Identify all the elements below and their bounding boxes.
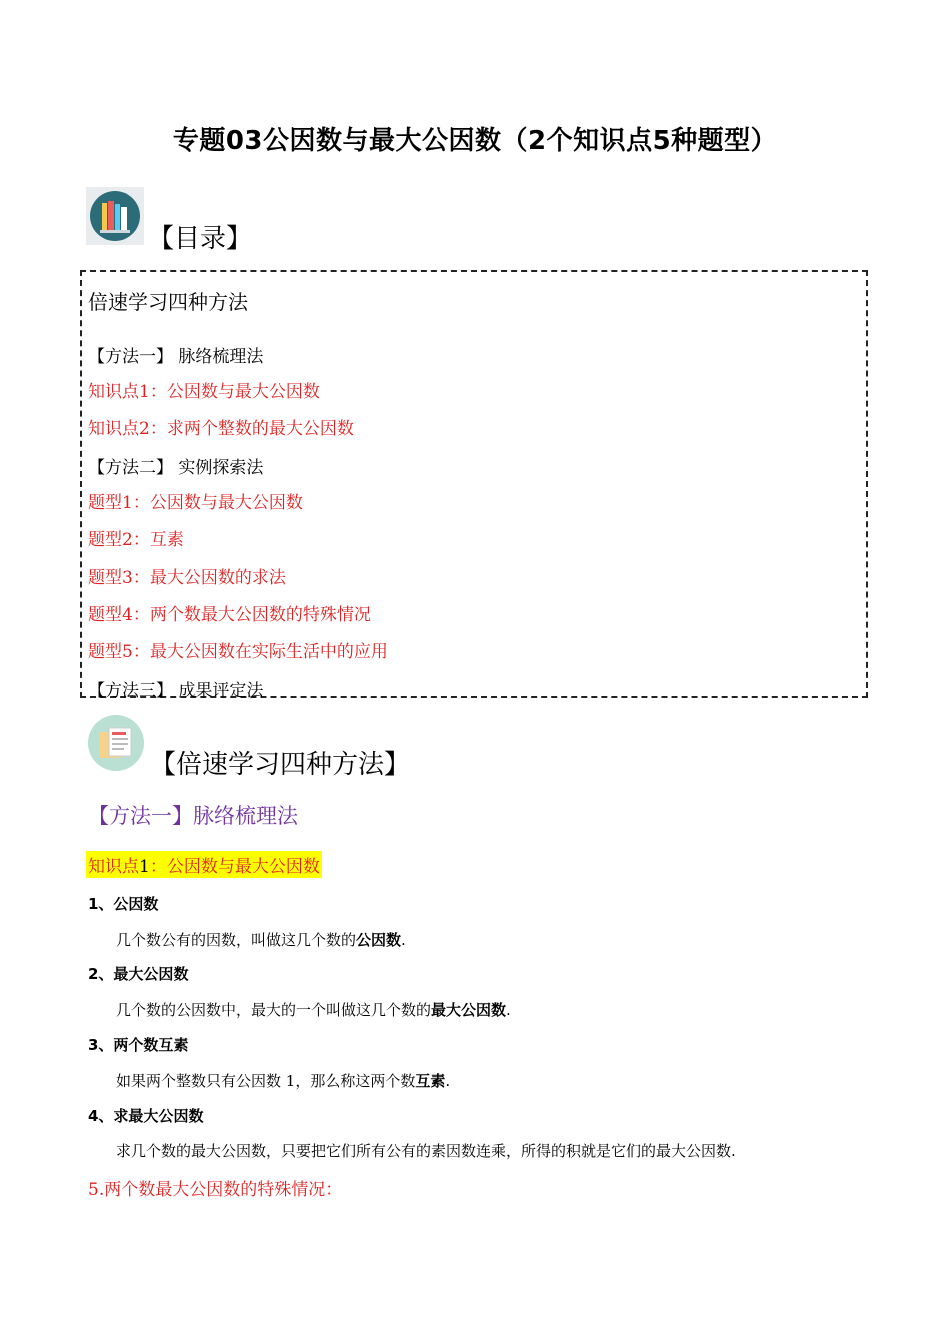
toc-item[interactable]: 知识点2：求两个整数的最大公因数 (88, 419, 354, 439)
toc-item[interactable]: 【方法二】 实例探索法 (88, 458, 264, 478)
toc-item[interactable]: 题型2：互素 (88, 530, 184, 550)
section-paragraph: 如果两个整数只有公因数 1，那么称这两个数互素. (116, 1072, 451, 1090)
toc-heading: 【目录】 (148, 224, 253, 254)
section-paragraph: 几个数公有的因数，叫做这几个数的公因数. (116, 931, 406, 949)
knowledge1-prefix: 知识点 (88, 857, 139, 877)
toc-item[interactable]: 【方法一】 脉络梳理法 (88, 347, 264, 367)
toc-item[interactable]: 题型3：最大公因数的求法 (88, 568, 286, 588)
section-heading: 3、两个数互素 (88, 1036, 189, 1054)
section5-heading: 5.两个数最大公因数的特殊情况： (88, 1180, 343, 1200)
toc-item[interactable]: 题型1：公因数与最大公因数 (88, 493, 303, 513)
section-heading: 1、公因数 (88, 895, 159, 913)
toc-box (80, 270, 868, 698)
page-title: 专题03公因数与最大公因数（2个知识点5种题型） (172, 126, 778, 156)
toc-item[interactable]: 题型4：两个数最大公因数的特殊情况 (88, 605, 371, 625)
methods-heading: 【倍速学习四种方法】 (150, 750, 411, 780)
section-heading: 2、最大公因数 (88, 965, 189, 983)
toc-item[interactable]: 知识点1：公因数与最大公因数 (88, 382, 320, 402)
knowledge1-heading (86, 851, 322, 878)
knowledge1-num: 1 (139, 857, 150, 877)
toc-item[interactable]: 【方法三】 成果评定法 (88, 681, 264, 701)
method1-heading: 【方法一】脉络梳理法 (88, 804, 298, 828)
books-icon (86, 187, 144, 245)
section-paragraph: 几个数的公因数中，最大的一个叫做这几个数的最大公因数. (116, 1001, 511, 1019)
knowledge1-rest: ：公因数与最大公因数 (149, 857, 320, 877)
toc-item[interactable]: 题型5：最大公因数在实际生活中的应用 (88, 642, 388, 662)
section-heading: 4、求最大公因数 (88, 1107, 204, 1125)
toc-head: 倍速学习四种方法 (88, 290, 248, 314)
section-paragraph: 求几个数的最大公因数，只要把它们所有公有的素因数连乘，所得的积就是它们的最大公因数. (116, 1142, 736, 1160)
documents-icon (87, 714, 145, 772)
